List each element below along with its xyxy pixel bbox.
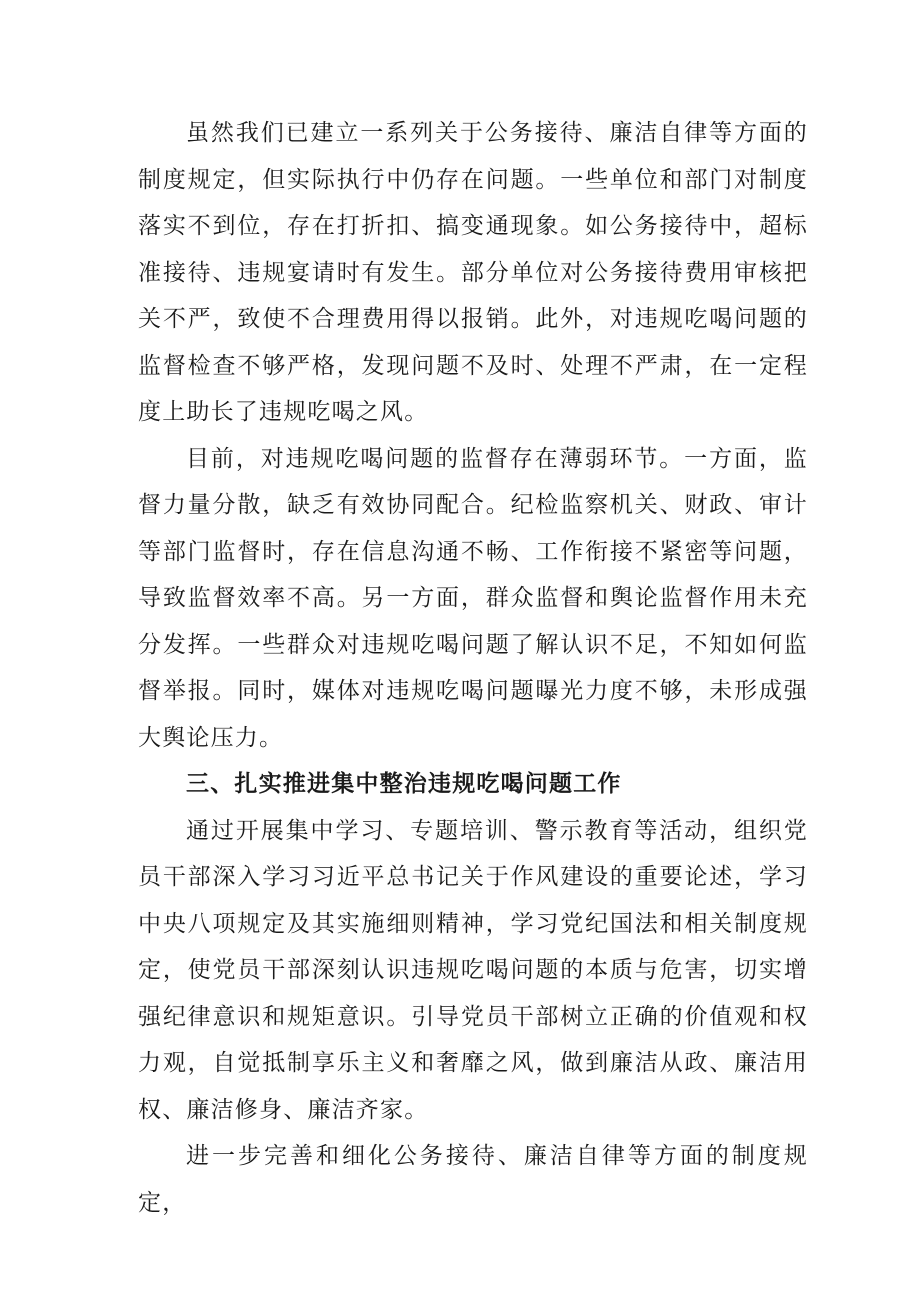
section-paragraph-2: 进一步完善和细化公务接待、廉洁自律等方面的制度规定， xyxy=(138,1143,808,1216)
body-paragraph-2: 目前，对违规吃喝问题的监督存在薄弱环节。一方面，监督力量分散，缺乏有效协同配合。纪检监察机关、财政、审计等部门监督时，存在信息沟通不畅、工作衔接不紧密等问题，导致监督效率不高。另一方面，群众监督和舆论监督作用未充分发挥。一些群众对违规吃喝问题了解认识不足，不知如何监督举报。同时，媒体对违规吃喝问题曝光力度不够，未形成强大舆论压力。 xyxy=(138,445,808,751)
section-heading: 三、扎实推进集中整治违规吃喝问题工作 xyxy=(186,770,622,797)
body-paragraph-1: 虽然我们已建立一系列关于公务接待、廉洁自律等方面的制度规定，但实际执行中仍存在问题。一些单位和部门对制度落实不到位，存在打折扣、搞变通现象。如公务接待中，超标准接待、违规宴请时有发生。部分单位对公务接待费用审核把关不严，致使不合理费用得以报销。此外，对违规吃喝问题的监督检查不够严格，发现问题不及时、处理不严肃，在一定程度上助长了违规吃喝之风。 xyxy=(138,120,808,425)
section-paragraph-1: 通过开展集中学习、专题培训、警示教育等活动，组织党员干部深入学习习近平总书记关于作风建设的重要论述，学习中央八项规定及其实施细则精神，学习党纪国法和相关制度规定，使党员干部深刻认识违规吃喝问题的本质与危害，切实增强纪律意识和规矩意识。引导党员干部树立正确的价值观和权力观，自觉抵制享乐主义和奢靡之风，做到廉洁从政、廉洁用权、廉洁修身、廉洁齐家。 xyxy=(138,817,808,1123)
